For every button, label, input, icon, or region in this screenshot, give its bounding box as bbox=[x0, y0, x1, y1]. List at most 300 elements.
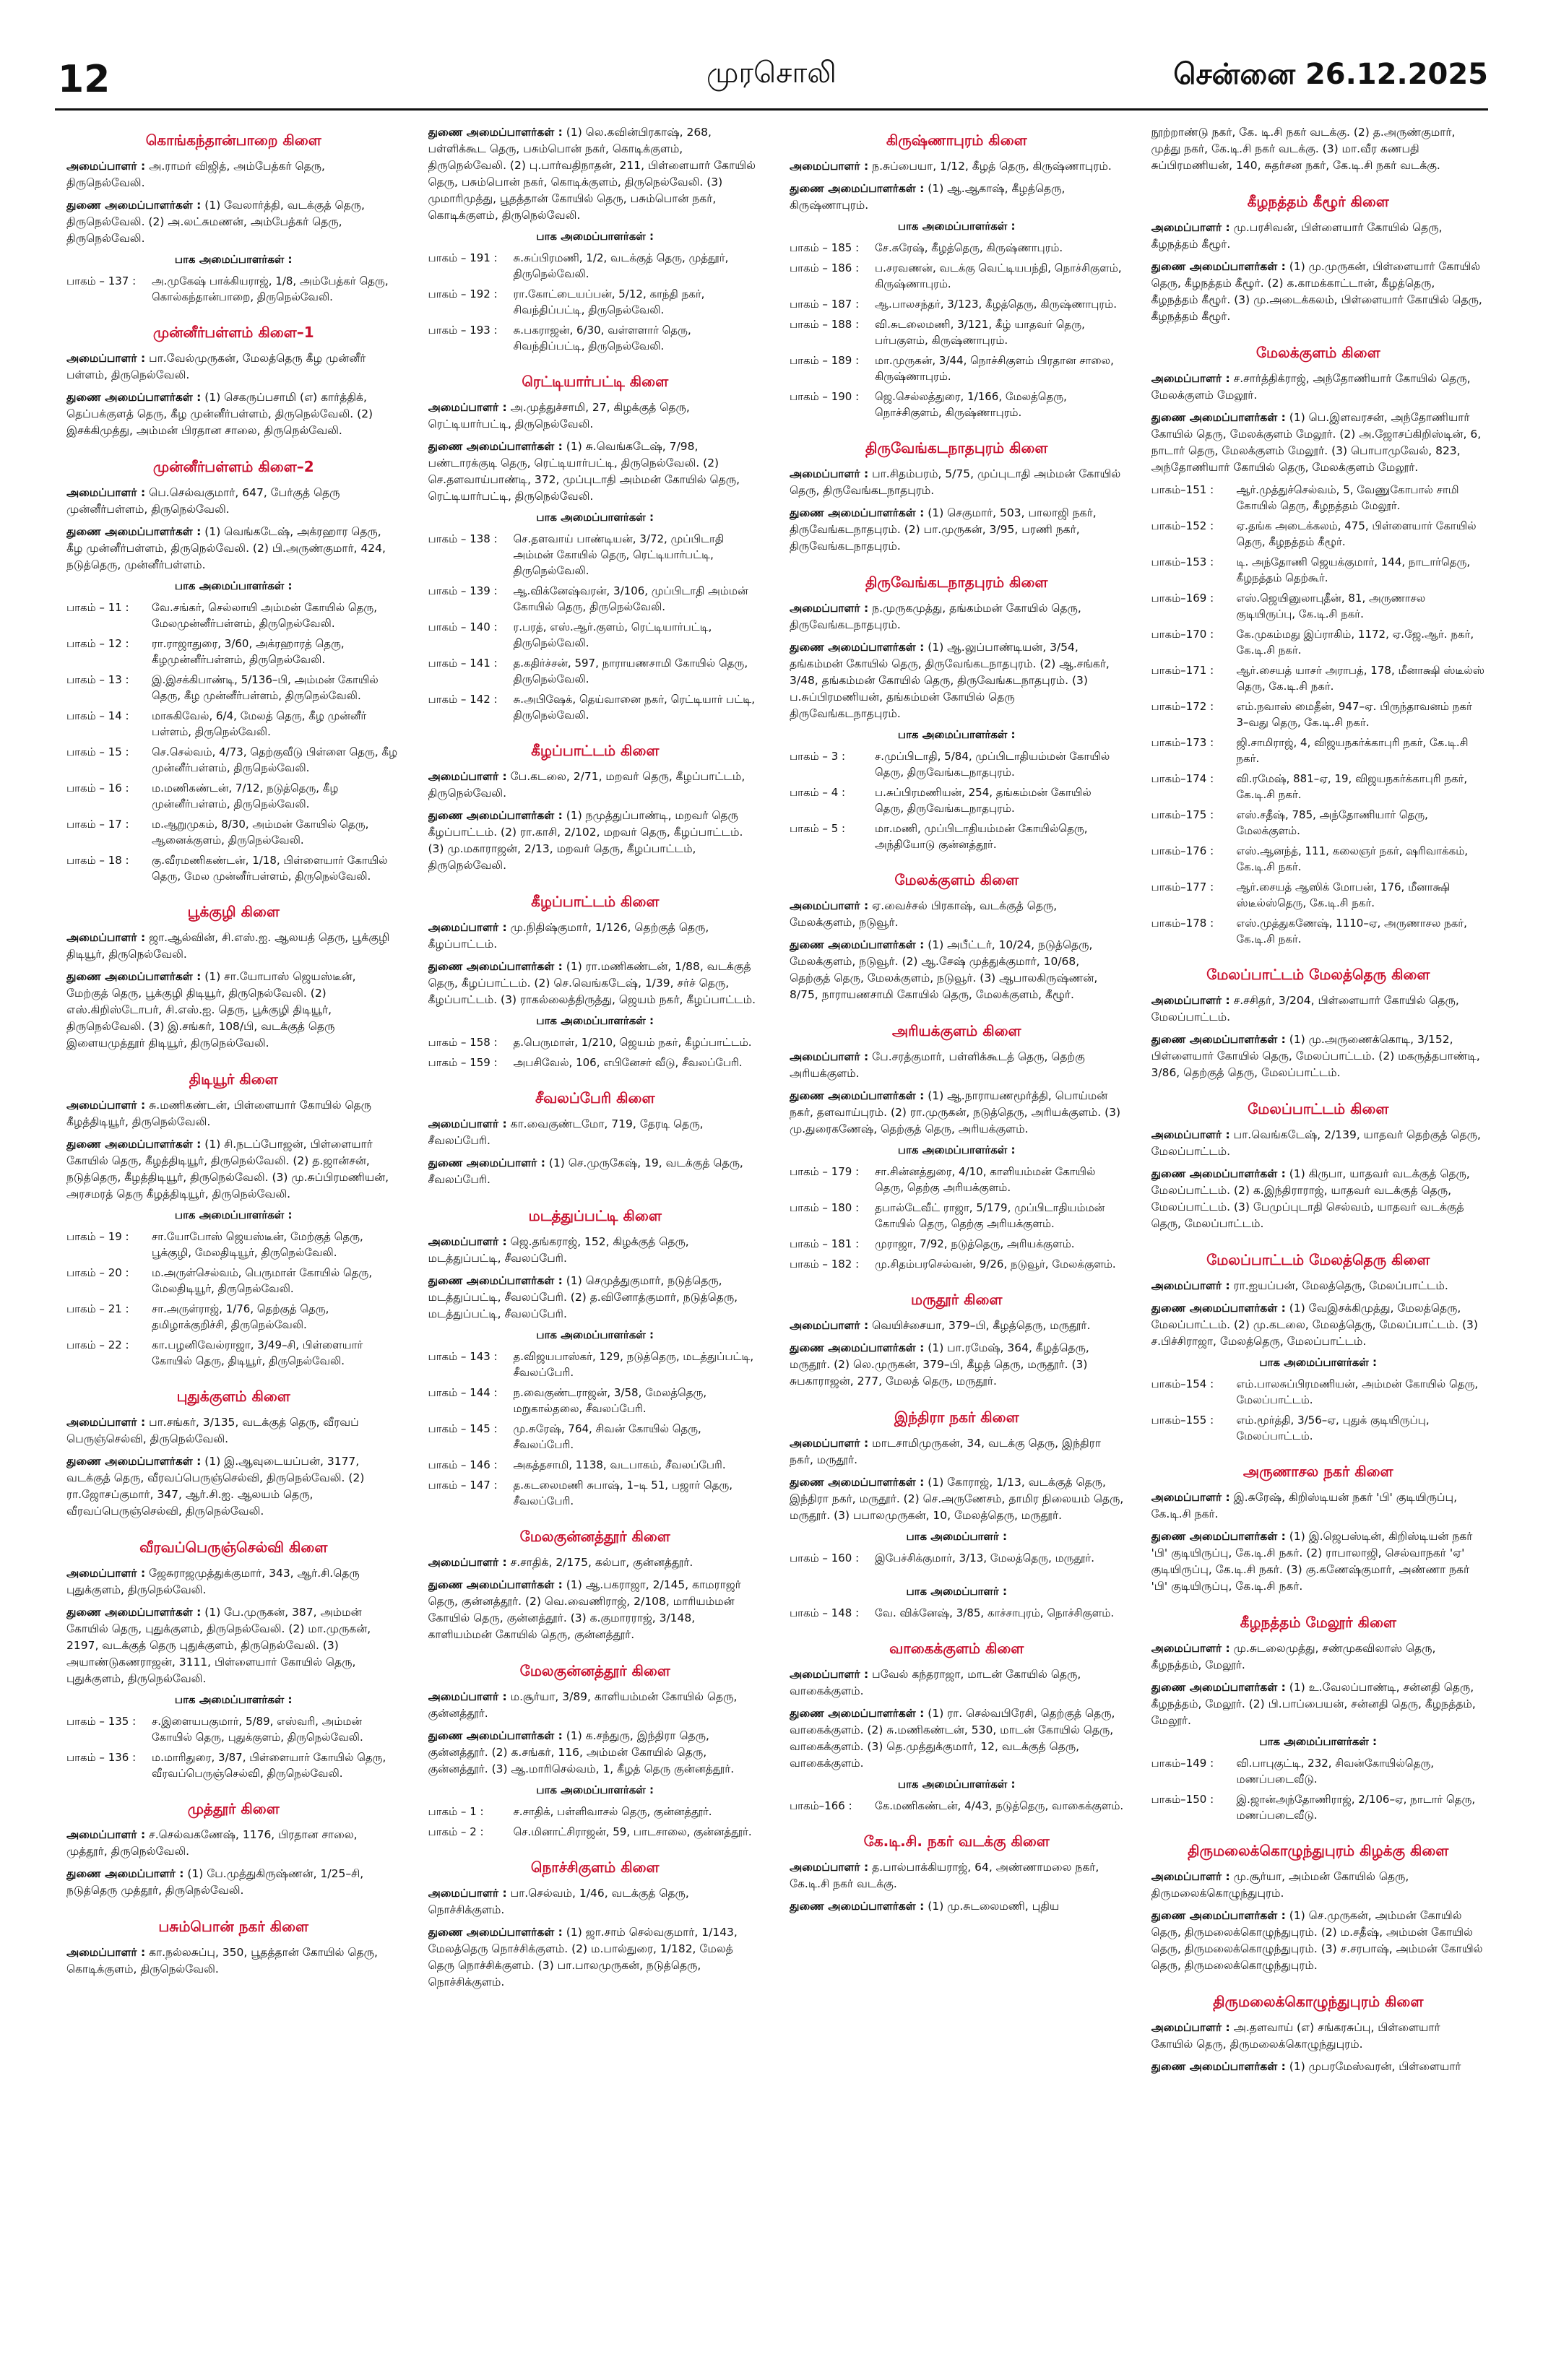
branch-section bbox=[1151, 193, 1486, 325]
booth-details: இ.இசக்கிபாண்டி, 5/136–பி, அம்மன் கோயில் தெரு, கீழ முன்னீர்பள்ளம், திருநெல்வேலி. bbox=[152, 673, 379, 702]
branch-title: புதுக்குளம் கிளை bbox=[176, 1388, 290, 1405]
sub-heading: பாக அமைப்பாளர்கள் : bbox=[174, 1693, 293, 1706]
booth-row bbox=[1151, 1376, 1486, 1408]
branch-section bbox=[428, 124, 763, 354]
booth-number: பாகம் – 21 : bbox=[66, 1302, 129, 1315]
booth-number: பாகம் – 18 : bbox=[66, 854, 129, 867]
role-label: துணை அமைப்பாளர்கள் : bbox=[428, 1578, 563, 1591]
role-label: அமைப்பாளர் : bbox=[66, 931, 146, 944]
booth-number: பாகம் – 147 : bbox=[428, 1479, 498, 1492]
member-details: பா.சங்கர், 3/135, வடக்குத் தெரு, வீரவப் பெருஞ்செல்வி, திருநெல்வேலி. bbox=[66, 1416, 359, 1445]
member-details: ச.சசிதர், 3/204, பிள்ளையார் கோயில் தெரு, மேலப்பாட்டம். bbox=[1151, 994, 1459, 1024]
office-bearer-line bbox=[66, 1827, 401, 1860]
office-bearer-line bbox=[790, 1898, 1124, 1915]
branch-section bbox=[1151, 1463, 1486, 1595]
booth-number: பாகம் – 191 : bbox=[428, 251, 498, 264]
booth-row bbox=[790, 352, 1124, 384]
booth-row bbox=[790, 1605, 1124, 1621]
booth-details: வே. விக்னேஷ், 3/85, காச்சாபுரம், நொச்சிகுளம். bbox=[875, 1606, 1115, 1619]
office-bearer-line bbox=[66, 389, 401, 439]
role-label: அமைப்பாளர் : bbox=[428, 1117, 507, 1130]
role-label: அமைப்பாளர் : bbox=[66, 1416, 146, 1429]
role-label: துணை அமைப்பாளர்கள் : bbox=[790, 1341, 925, 1354]
booth-row bbox=[428, 1824, 763, 1840]
branch-title: கிருஷ்ணாபுரம் கிளை bbox=[886, 131, 1027, 149]
booth-details: இ.ஜான்அந்தோணிராஜ், 2/106–ஏ, நாடார் தெரு, மணப்படைவீடு. bbox=[1236, 1793, 1476, 1822]
role-label: துணை அமைப்பாளர்கள் : bbox=[790, 182, 925, 195]
role-label: துணை அமைப்பாளர்கள் : bbox=[790, 1476, 925, 1489]
member-details: (1) செ.முருகேஷ், 19, வடக்குத் தெரு, சீவலப்பேரி. bbox=[428, 1156, 743, 1186]
booth-row bbox=[790, 821, 1124, 852]
booth-number: பாகம்–177 : bbox=[1151, 880, 1214, 893]
booth-number: பாகம் – 17 : bbox=[66, 818, 129, 831]
booth-row bbox=[790, 296, 1124, 312]
booth-details: ஜி.சாமிராஜ், 4, விஜயநகர்க்காபுரி நகர், கே.டி.சி நகர். bbox=[1236, 736, 1469, 765]
branch-title: கீழநத்தம் மேலூர் கிளை bbox=[1240, 1614, 1396, 1631]
branch-title: திருவேங்கடநாதபுரம் கிளை bbox=[865, 439, 1048, 456]
booth-details: கே.முகம்மது இப்ராகிம், 1172, ஏ.ஜே.ஆர். நகர், கே.டி.சி நகர். bbox=[1236, 628, 1474, 657]
sub-heading: பாக அமைப்பாளர்கள் : bbox=[174, 1208, 293, 1221]
booth-row bbox=[428, 1477, 763, 1509]
booth-number: பாகம் – 144 : bbox=[428, 1386, 498, 1399]
office-bearer-line bbox=[428, 1155, 763, 1188]
branch-title: மடத்துப்பட்டி கிளை bbox=[528, 1207, 662, 1224]
office-bearer-line bbox=[428, 808, 763, 874]
role-label: அமைப்பாளர் : bbox=[1151, 1279, 1230, 1292]
booth-number: பாகம் – 187 : bbox=[790, 298, 860, 311]
branch-section bbox=[790, 871, 1124, 1003]
branch-section bbox=[790, 1022, 1124, 1272]
branch-section bbox=[66, 131, 401, 305]
branch-section bbox=[428, 373, 763, 723]
branch-title: கே.டி.சி. நகர் வடக்கு கிளை bbox=[863, 1832, 1050, 1850]
branch-title: பூக்குழி கிளை bbox=[187, 903, 280, 920]
office-bearer-line bbox=[428, 769, 763, 802]
branch-title: வாகைக்குளம் கிளை bbox=[889, 1640, 1024, 1657]
booth-row bbox=[428, 286, 763, 318]
member-details: பா.சிதம்பரம், 5/75, முப்புடாதி அம்மன் கோயில் தெரு, திருவேங்கடநாதபுரம். bbox=[790, 467, 1121, 497]
sub-heading: பாக அமைப்பாளர்கள் : bbox=[536, 1783, 654, 1796]
article-columns bbox=[66, 124, 1485, 2337]
booth-number: பாகம் – 3 : bbox=[790, 750, 846, 763]
office-bearer-line bbox=[428, 438, 763, 505]
role-label: துணை அமைப்பாளர்கள் : bbox=[790, 1900, 925, 1913]
booth-details: ர.பரத், எஸ்.ஆர்.குளம், ரெட்டியார்பட்டி, திருநெல்வேலி. bbox=[513, 620, 712, 649]
branch-title: திருமலைக்கொழுந்துபுரம் கிளை bbox=[1213, 1993, 1424, 2010]
branch-section bbox=[790, 574, 1124, 852]
booth-details: சா.யோபோஸ் ஜெயஸ்டீன், மேற்குத் தெரு, பூக்குழி, மேலதிடியூர், திருநெல்வேலி. bbox=[152, 1230, 363, 1259]
booth-row bbox=[66, 636, 401, 667]
role-label: துணை அமைப்பாளர்கள் : bbox=[1151, 260, 1286, 273]
member-details: ச.செல்வகணேஷ், 1176, பிரதான சாலை, முத்தூர், திருநெல்வேலி. bbox=[66, 1828, 358, 1858]
member-details: அ.முத்துச்சாமி, 27, கிழக்குத் தெரு, ரெட்டியார்பட்டி, திருநெல்வேலி. bbox=[428, 401, 690, 430]
member-details: (1) பெ.இளவரசன், அந்தோணியார் கோயில் தெரு, மேலக்குளம் மேலூர். (2) அ.ஜோசப்கிறிஸ்டின், 6, நாடார் தெரு, மேலக்குளம் மேலூர். (3) பொபாமுவேல், 823, அந்தோணியார் கோயில் தெரு, மேலக்குளம் மேலூர். bbox=[1151, 411, 1482, 474]
member-details: பே.சரத்குமார், பள்ளிக்கூடத் தெரு, தெற்கு அரியக்குளம். bbox=[790, 1050, 1085, 1080]
booth-row bbox=[1151, 915, 1486, 947]
masthead bbox=[55, 51, 1488, 116]
booth-row bbox=[428, 1385, 763, 1416]
booth-number: பாகம் – 136 : bbox=[66, 1751, 137, 1764]
booth-row bbox=[66, 744, 401, 776]
role-label: துணை அமைப்பாளர்கள் : bbox=[428, 809, 563, 822]
branch-section bbox=[1151, 1614, 1486, 1823]
sub-heading: பாக அமைப்பாளர்கள் : bbox=[897, 220, 1016, 233]
booth-number: பாகம் – 4 : bbox=[790, 786, 846, 799]
office-bearer-line bbox=[428, 1924, 763, 1991]
branch-title: பசும்பொன் நகர் கிளை bbox=[158, 1918, 309, 1935]
office-bearer-line bbox=[1151, 124, 1486, 174]
office-bearer-line bbox=[428, 1234, 763, 1267]
booth-number: பாகம்–171 : bbox=[1151, 664, 1214, 677]
booth-details: ஏ.தங்க அடைக்கலம், 475, பிள்ளையார் கோயில் தெரு, கீழநத்தம் கீழூர். bbox=[1236, 519, 1477, 548]
dateline: சென்னை 26.12.2025 bbox=[1173, 58, 1488, 91]
office-bearer-line bbox=[428, 1273, 763, 1323]
booth-number: பாகம் – 188 : bbox=[790, 318, 860, 331]
booth-row bbox=[1151, 482, 1486, 514]
member-details: மு.நிதிஷ்குமார், 1/126, தெற்குத் தெரு, கீழப்பாட்டம். bbox=[428, 921, 709, 951]
booth-details: எம்.நவாஸ் மைதீன், 947–ஏ. பிருந்தாவனம் நகர் 3–வது தெரு, கே.டி.சி நகர். bbox=[1236, 700, 1472, 729]
role-label: அமைப்பாளர் : bbox=[790, 467, 869, 480]
branch-section bbox=[66, 324, 401, 439]
role-label: அமைப்பாளர் : bbox=[66, 160, 146, 173]
booth-details: ரா.ராஜாதுரை, 3/60, அக்ரஹாரத் தெரு, கீழமுன்னீர்பள்ளம், திருநெல்வேலி. bbox=[152, 637, 345, 666]
member-details: (1) முபரமேஸ்வரன், பிள்ளையார் bbox=[1289, 2060, 1461, 2073]
role-label: துணை அமைப்பாளர்கள் : bbox=[1151, 2060, 1286, 2073]
booth-number: பாகம் – 143 : bbox=[428, 1350, 498, 1363]
branch-section bbox=[428, 1662, 763, 1840]
role-label: அமைப்பாளர் : bbox=[1151, 372, 1230, 385]
booth-row bbox=[66, 672, 401, 704]
office-bearer-line bbox=[1151, 1031, 1486, 1081]
booth-row bbox=[790, 240, 1124, 256]
booth-details: ரா.கோட்டையப்பன், 5/12, காந்தி நகர், சிவந்திப்பட்டி, திருநெல்வேலி. bbox=[513, 287, 705, 316]
booth-details: த.கடலைமணி சுபாஷ், 1–டி 51, பஜார் தெரு, சீவலப்பேரி. bbox=[513, 1479, 733, 1507]
member-details: (1) வேஇசக்கிமுத்து, மேலத்தெரு, மேலப்பாட்டம். (2) மு.கடலை, மேலத்தெரு, மேலப்பாட்டம். (3) ச.பிச்சிராஜா, மேலத்தெரு, மேலப்பாட்டம். bbox=[1151, 1302, 1478, 1348]
booth-number: பாகம்–173 : bbox=[1151, 736, 1214, 749]
member-details: ம.சூர்யா, 3/89, காளியம்மன் கோயில் தெரு, குன்னத்தூர். bbox=[428, 1690, 738, 1720]
branch-section bbox=[428, 1207, 763, 1509]
branch-title: மேலகுன்னத்தூர் கிளை bbox=[519, 1662, 670, 1679]
office-bearer-line bbox=[66, 1565, 401, 1598]
role-label: அமைப்பாளர் : bbox=[790, 1050, 869, 1063]
booth-number: பாகம் – 189 : bbox=[790, 354, 860, 367]
office-bearer-line bbox=[66, 197, 401, 247]
booth-row bbox=[790, 260, 1124, 292]
member-details: பே.கடலை, 2/71, மறவர் தெரு, கீழப்பாட்டம், திருநெல்வேலி. bbox=[428, 770, 745, 800]
booth-details: ஆ.பாலசந்தர், 3/123, கீழத்தெரு, கிருஷ்ணாபுரம். bbox=[875, 298, 1117, 311]
member-details: இ.சுரேஷ், கிறிஸ்டியன் நகர் 'பி' குடியிருப்பு, கே.டி.சி நகர். bbox=[1151, 1491, 1458, 1520]
branch-title: கீழப்பாட்டம் கிளை bbox=[531, 742, 660, 759]
member-details: (1) சு.வெங்கடேஷ், 7/98, பண்டாரக்குடி தெரு, ரெட்டியார்பட்டி, திருநெல்வேலி. (2) செ.தளவாய்பாண்டி, 372, முப்புடாதி அம்மன் கோயில் தெரு, ரெட்டியார்பட்டி, திருநெல்வேலி. bbox=[428, 440, 740, 503]
role-label: துணை அமைப்பாளர்கள் : bbox=[428, 1926, 563, 1939]
member-details: ந.முருகமுத்து, தங்கம்மன் கோயில் தெரு, திருவேங்கடநாதபுரம். bbox=[790, 602, 1081, 631]
branch-title: முத்தூர் கிளை bbox=[187, 1800, 280, 1817]
role-label: அமைப்பாளர் : bbox=[790, 602, 869, 615]
booth-row bbox=[428, 619, 763, 651]
role-label: அமைப்பாளர் : bbox=[428, 1887, 507, 1900]
role-label: அமைப்பாளர் : bbox=[428, 1690, 507, 1703]
booth-row bbox=[428, 1421, 763, 1453]
office-bearer-line bbox=[790, 1317, 1124, 1334]
booth-details: ஆர்.முத்துச்செல்வம், 5, வேணுகோபால் சாமி கோயில் தெரு, கீழநத்தம் மேலூர். bbox=[1236, 483, 1459, 512]
member-details: (1) ஆ.நாராயணமூர்த்தி, பொய்மன் நகர், தளவாய்புரம். (2) ரா.முருகன், நடுத்தெரு, அரியக்குளம். (3) மு.துரைகணேஷ், தெற்குத் தெரு, அரியக்குளம். bbox=[790, 1089, 1121, 1135]
office-bearer-line bbox=[1151, 1869, 1486, 1902]
office-bearer-line bbox=[428, 959, 763, 1008]
role-label: துணை அமைப்பாளர்கள் : bbox=[790, 938, 925, 951]
booth-number: பாகம் – 11 : bbox=[66, 601, 129, 614]
booth-details: த.பெருமாள், 1/210, ஜெயம் நகர், கீழப்பாட்டம். bbox=[513, 1036, 752, 1049]
booth-number: பாகம்–155 : bbox=[1151, 1414, 1214, 1427]
booth-details: ம.அருள்செல்வம், பெருமாள் கோயில் தெரு, மேலதிடியூர், திருநெல்வேலி. bbox=[152, 1266, 373, 1295]
branch-section bbox=[428, 893, 763, 1070]
sub-heading: பாக அமைப்பாளர்கள் : bbox=[897, 1778, 1016, 1791]
booth-row bbox=[428, 322, 763, 354]
office-bearer-line bbox=[428, 124, 763, 224]
branch-section bbox=[1151, 1842, 1486, 1974]
branch-title: மேலப்பாட்டம் மேலத்தெரு கிளை bbox=[1206, 966, 1430, 983]
booth-row bbox=[1151, 807, 1486, 839]
office-bearer-line bbox=[428, 1554, 763, 1571]
role-label: அமைப்பாளர் : bbox=[428, 401, 507, 414]
booth-row bbox=[790, 748, 1124, 780]
booth-row bbox=[1151, 1412, 1486, 1444]
booth-details: ம.மணிகண்டன், 7/12, நடுத்தெரு, கீழ முன்னீர்பள்ளம், திருநெல்வேலி. bbox=[152, 782, 339, 810]
booth-details: ஆர்.சையத் யாசர் அராபத், 178, மீனாக்ஷி ஸ்டீல்ஸ் தெரு, கே.டி.சி நகர். bbox=[1236, 664, 1484, 693]
role-label: துணை அமைப்பாளர்கள் : bbox=[66, 1138, 202, 1151]
member-details: ஜா.ஆல்வின், சி.எஸ்.ஐ. ஆலயத் தெரு, பூக்குழி திடியூர், திருநெல்வேலி. bbox=[66, 931, 390, 961]
role-label: அமைப்பாளர் : bbox=[428, 770, 507, 783]
office-bearer-line bbox=[790, 466, 1124, 499]
booth-number: பாகம் – 16 : bbox=[66, 782, 129, 795]
booth-details: சா.அருள்ராஜ், 1/76, தெற்குத் தெரு, தமிழாக்குறிச்சி, திருநெல்வேலி. bbox=[152, 1302, 329, 1331]
branch-section bbox=[790, 1408, 1124, 1566]
office-bearer-line bbox=[790, 1049, 1124, 1082]
booth-number: பாகம் – 135 : bbox=[66, 1715, 137, 1728]
office-bearer-line bbox=[428, 1885, 763, 1918]
member-details: பவேல் கந்தராஜா, மாடன் கோயில் தெரு, வாகைக்குளம். bbox=[790, 1668, 1081, 1697]
branch-section bbox=[790, 1585, 1124, 1621]
booth-row bbox=[66, 852, 401, 884]
booth-number: பாகம் – 139 : bbox=[428, 584, 498, 597]
booth-number: பாகம்–172 : bbox=[1151, 700, 1214, 713]
booth-details: கே.மணிகண்டன், 4/43, நடுத்தெரு, வாகைக்குளம். bbox=[875, 1799, 1124, 1812]
sub-heading: பாக அமைப்பாளர்கள் : bbox=[174, 253, 293, 266]
booth-details: மாசுகிவேல், 6/4, மேலத் தெரு, கீழ முன்னீர் பள்ளம், திருநெல்வேலி. bbox=[152, 709, 367, 738]
sub-heading: பாக அமைப்பாளர்கள் : bbox=[536, 1328, 654, 1341]
booth-number: பாகம் – 5 : bbox=[790, 822, 846, 835]
member-details: (1) செ.முருகன், அம்மன் கோயில் தெரு, திருமலைக்கொழுந்துபுரம். (2) ம.சதீஷ், அம்மன் கோயில் தெரு, திருமலைக்கொழுந்துபுரம். (3) ச.சரபாஷ், அம்மன் கோயில் தெரு, திருமலைக்கொழுந்துபுரம். bbox=[1151, 1909, 1483, 1972]
booth-details: செ.தளவாய் பாண்டியன், 3/72, முப்பிடாதி அம்மன் கோயில் தெரு, ரெட்டியார்பட்டி, திருநெல்வேலி. bbox=[513, 532, 725, 577]
booth-details: ம.மாரிதுரை, 3/87, பிள்ளையார் கோயில் தெரு, வீரவப்பெருஞ்செல்வி, திருநெல்வேலி. bbox=[152, 1751, 386, 1780]
role-label: அமைப்பாளர் : bbox=[66, 486, 146, 499]
booth-number: பாகம் – 179 : bbox=[790, 1165, 860, 1178]
branch-section bbox=[1151, 1993, 1486, 2075]
office-bearer-line bbox=[428, 1689, 763, 1722]
office-bearer-line bbox=[790, 937, 1124, 1003]
role-label: துணை அமைப்பாளர்கள் : bbox=[1151, 411, 1286, 424]
role-label: துணை அமைப்பாளர்கள் : bbox=[1151, 1681, 1286, 1694]
booth-number: பாகம் – 146 : bbox=[428, 1458, 498, 1471]
booth-details: இபேச்சிக்குமார், 3/13, மேலத்தெரு, மருதூர். bbox=[875, 1552, 1094, 1565]
member-details: ச.சாதிக், 2/175, கல்பா, குன்னத்தூர். bbox=[510, 1556, 693, 1569]
booth-number: பாகம் – 138 : bbox=[428, 532, 498, 545]
booth-details: வி.பாபுகுட்டி, 232, சிவன்கோயில்தெரு, மணப்படைவீடு. bbox=[1236, 1757, 1435, 1786]
booth-details: ஆர்.சையத் ஆஸிக் மோபன், 176, மீனாக்ஷி ஸ்டீல்ஸ்தெரு, கே.டி.சி நகர். bbox=[1236, 880, 1451, 909]
role-label: துணை அமைப்பாளர்கள் : bbox=[790, 1089, 925, 1102]
booth-number: பாகம் – 159 : bbox=[428, 1056, 498, 1069]
booth-row bbox=[66, 1229, 401, 1260]
booth-row bbox=[790, 389, 1124, 420]
branch-section bbox=[66, 903, 401, 1052]
office-bearer-line bbox=[66, 485, 401, 518]
booth-number: பாகம் – 142 : bbox=[428, 693, 498, 706]
sub-heading: பாக அமைப்பாளர்கள் : bbox=[536, 1014, 654, 1027]
branch-section bbox=[1151, 124, 1486, 174]
sub-heading: பாக அமைப்பாளர்கள் : bbox=[536, 230, 654, 243]
sub-heading: பாக அமைப்பாளர்கள் : bbox=[174, 579, 293, 592]
booth-details: ப.சுப்பிரமணியன், 254, தங்கம்மன் கோயில் தெரு, திருவேங்கடநாதபுரம். bbox=[875, 786, 1092, 815]
branch-section bbox=[1151, 1251, 1486, 1444]
member-details: ந.சுப்பையா, 1/12, கீழத் தெரு, கிருஷ்ணாபுரம். bbox=[872, 160, 1112, 173]
role-label: அமைப்பாளர் : bbox=[1151, 1870, 1230, 1883]
office-bearer-line bbox=[1151, 1679, 1486, 1729]
member-details: (1) ரா. செல்வபிரேசி, தெற்குத் தெரு, வாகைக்குளம். (2) சு.மணிகண்டன், 530, மாடன் கோயில் தெரு, வாகைக்குளம். (3) தெ.முத்துக்குமார், 12, வடக்குத் தெரு, வாகைக்குளம். bbox=[790, 1707, 1115, 1770]
booth-details: ம.ஆறுமுகம், 8/30, அம்மன் கோயில் தெரு, ஆனைக்குளம், திருநெல்வேலி. bbox=[152, 818, 369, 847]
booth-details: ஜெ.செல்லத்துரை, 1/166, மேலத்தெரு, நொச்சிகுளம், கிருஷ்ணாபுரம். bbox=[875, 390, 1067, 419]
role-label: அமைப்பாளர் : bbox=[428, 921, 507, 934]
branch-title: கீழநத்தம் கீழூர் கிளை bbox=[1247, 193, 1389, 210]
booth-number: பாகம் – 158 : bbox=[428, 1036, 498, 1049]
booth-row bbox=[1151, 626, 1486, 658]
branch-title: அரியக்குளம் கிளை bbox=[891, 1022, 1021, 1039]
office-bearer-line bbox=[1151, 1166, 1486, 1232]
member-details: வெயிச்சையா, 379–பி, கீழத்தெரு, மருதூர். bbox=[872, 1319, 1091, 1332]
member-details: (1) மு.முருகன், பிள்ளையார் கோயில் தெரு, கீழநத்தம் கீழூர். (2) க.காமக்காட்டான், கீழத்தெரு, கீழநத்தம் கீழூர். (3) மு.அடைக்கலம், பிள்ளையார் கோயில் தெரு, கீழநத்தம் கீழூர். bbox=[1151, 260, 1482, 323]
booth-row bbox=[66, 816, 401, 848]
member-details: (1) லெ.கவின்பிரகாஷ், 268, பள்ளிக்கூட தெரு, பசும்பொன் நகர், கொடிக்குளம், திருநெல்வேலி. (2) பு.பார்வதிநாதன், 211, பிள்ளையார் கோயில் தெரு, பசும்பொன் நகர், கொடிக்குளம், திருநெல்வேலி. (3) முமாரிமுத்து, பூதத்தான் கோயில் தெரு, பசும்பொன் நகர், கொடிக்குளம், திருநெல்வேலி. bbox=[428, 126, 756, 222]
branch-section bbox=[1151, 966, 1486, 1081]
role-label: அமைப்பாளர் : bbox=[1151, 994, 1230, 1007]
booth-details: த.கதிர்ச்சன், 597, நாராயணசாமி கோயில் தெரு, திருநெல்வேலி. bbox=[513, 657, 748, 685]
booth-number: பாகம்–151 : bbox=[1151, 483, 1214, 496]
role-label: துணை அமைப்பாளர்கள் : bbox=[790, 506, 925, 519]
role-label: அமைப்பாளர் : bbox=[790, 899, 869, 912]
role-label: அமைப்பாளர் : bbox=[66, 1567, 146, 1580]
booth-row bbox=[66, 1337, 401, 1369]
role-label: அமைப்பாளர் : bbox=[66, 1099, 146, 1112]
booth-row bbox=[428, 531, 763, 579]
member-details: (1) பா.ரமேஷ், 364, கீழத்தெரு, மருதூர். (2) லெ.முருகன், 379–பி, கீழத் தெரு, மருதூர். (3) சுபகாராஜன், 277, மேலத் தெரு, மருதூர். bbox=[790, 1341, 1089, 1388]
branch-section bbox=[428, 1089, 763, 1188]
booth-row bbox=[1151, 771, 1486, 802]
office-bearer-line bbox=[1151, 220, 1486, 253]
role-label: துணை அமைப்பாளர் : bbox=[428, 1156, 545, 1169]
member-details: ஜெ.தங்கராஜ், 152, கிழக்குத் தெரு, மடத்துப்பட்டி, சீவலப்பேரி. bbox=[428, 1235, 689, 1265]
branch-section bbox=[428, 742, 763, 874]
office-bearer-line bbox=[790, 639, 1124, 722]
role-label: அமைப்பாளர் : bbox=[1151, 1491, 1230, 1504]
booth-details: ச.சாதிக், பள்ளிவாசல் தெரு, குன்னத்தூர். bbox=[513, 1805, 712, 1818]
member-details: (1) சி.நடப்போஜன், பிள்ளையார் கோயில் தெரு, கீழத்திடியூர், திருநெல்வேலி. (2) த.ஜான்சன், நடுத்தெரு, கீழத்திடியூர், திருநெல்வேலி. (3) மு.சுப்பிரமணியன், அரசமரத் தெரு கீழத்திடியூர், திருநெல்வேலி. bbox=[66, 1138, 389, 1200]
role-label: அமைப்பாளர் : bbox=[790, 1437, 869, 1450]
role-label: துணை அமைப்பாளர்கள் : bbox=[66, 199, 202, 212]
booth-details: மா.முருகன், 3/44, நொச்சிகுளம் பிரதான சாலை, கிருஷ்ணாபுரம். bbox=[875, 354, 1114, 383]
office-bearer-line bbox=[428, 919, 763, 953]
role-label: அமைப்பாளர் : bbox=[790, 1861, 869, 1874]
booth-details: எஸ்.ஆனந்த், 111, கலைஞர் நகர், ஷரிவாக்கம், கே.டி.சி நகர். bbox=[1236, 844, 1469, 873]
branch-section bbox=[428, 1528, 763, 1643]
booth-row bbox=[1151, 662, 1486, 694]
booth-details: அ.முகேஷ் பாக்கியராஜ், 1/8, அம்பேத்கர் தெரு, கொல்கந்தான்பாறை, திருநெல்வேலி. bbox=[152, 274, 389, 303]
booth-details: சா.சின்னத்துரை, 4/10, காளியம்மன் கோயில் தெரு, தெற்கு அரியக்குளம். bbox=[875, 1165, 1096, 1194]
branch-title: இந்திரா நகர் கிளை bbox=[894, 1408, 1019, 1426]
branch-title: முன்னீர்பள்ளம் கிளை–1 bbox=[152, 324, 314, 341]
booth-row bbox=[66, 273, 401, 305]
booth-number: பாகம் – 193 : bbox=[428, 324, 498, 337]
branch-section bbox=[428, 1858, 763, 1991]
booth-number: பாகம் – 19 : bbox=[66, 1230, 129, 1243]
role-label: துணை அமைப்பாளர்கள் : bbox=[790, 641, 925, 654]
booth-details: ஆ.விக்னேஷ்வரன், 3/106, முப்பிடாதி அம்மன் கோயில் தெரு, திருநெல்வேலி. bbox=[513, 584, 748, 613]
booth-number: பாகம் – 22 : bbox=[66, 1338, 129, 1351]
member-details: (1) ஆ.லுப்பாண்டியன், 3/54, தங்கம்மன் கோயில் தெரு, திருவேங்கடநாதபுரம். (2) ஆ.சங்கர், 3/48, தங்கம்மன் கோயில் தெரு, திருவேங்கடநாதபுரம். (3) ப.சுப்பிரமணியன், தங்கம்மன் கோயில் தெரு திருவேங்கடநாதபுரம். bbox=[790, 641, 1110, 720]
office-bearer-line bbox=[1151, 259, 1486, 325]
branch-title: மேலப்பாட்டம் கிளை bbox=[1248, 1100, 1389, 1117]
office-bearer-line bbox=[790, 898, 1124, 931]
booth-row bbox=[1151, 1755, 1486, 1787]
office-bearer-line bbox=[1151, 1127, 1486, 1160]
member-details: மு.சூர்யா, அம்மன் கோயில் தெரு, திருமலைக்கொழுந்துபுரம். bbox=[1151, 1870, 1409, 1900]
member-details: பா.வேல்முருகன், மேலத்தெரு கீழ முன்னீர் பள்ளம், திருநெல்வேலி. bbox=[66, 352, 366, 381]
booth-number: பாகம் – 182 : bbox=[790, 1258, 860, 1271]
booth-number: பாகம்–178 : bbox=[1151, 917, 1214, 930]
booth-row bbox=[428, 1349, 763, 1380]
booth-details: அகத்தசாமி, 1138, வடபாகம், சீவலப்பேரி. bbox=[513, 1458, 726, 1471]
booth-number: பாகம் – 145 : bbox=[428, 1422, 498, 1435]
booth-row bbox=[790, 1236, 1124, 1252]
branch-title: திருமலைக்கொழுந்துபுரம் கிழக்கு கிளை bbox=[1188, 1842, 1449, 1859]
branch-title: ரெட்டியார்பட்டி கிளை bbox=[522, 373, 669, 390]
branch-section bbox=[790, 439, 1124, 555]
sub-heading: பாக அமைப்பாளர் : bbox=[906, 1530, 1007, 1543]
role-label: அமைப்பாளர் : bbox=[1151, 1128, 1230, 1141]
member-details: மு.சுடலைமுத்து, சண்முகவிலாஸ் தெரு, கீழநத்தம், மேலூர். bbox=[1151, 1642, 1436, 1671]
booth-details: சு.பகராஜன், 6/30, வள்ளளார் தெரு, சிவந்திப்பட்டி, திருநெல்வேலி. bbox=[513, 324, 691, 352]
role-label: துணை அமைப்பாளர்கள் : bbox=[1151, 1167, 1286, 1180]
booth-details: மா.மணி, முப்பிடாதியம்மன் கோயில்தெரு, அந்தியோடு குன்னத்தூர். bbox=[875, 822, 1088, 851]
booth-details: வி.சுடலைமணி, 3/121, கீழ் யாதவர் தெரு, பர்பகுளம், கிருஷ்ணாபுரம். bbox=[875, 318, 1085, 347]
column-2 bbox=[428, 124, 763, 2337]
branch-section bbox=[66, 1070, 401, 1369]
member-details: (1) ரா.மணிகண்டன், 1/88, வடக்குத் தெரு, கீழப்பாட்டம். (2) செ.வெங்கடேஷ், 1/39, சர்ச் தெரு, கீழப்பாட்டம். (3) ராகல்லைத்திருத்து, ஜெயம் நகர், கீழப்பாட்டம். bbox=[428, 960, 756, 1006]
booth-number: பாகம் – 148 : bbox=[790, 1606, 860, 1619]
office-bearer-line bbox=[1151, 371, 1486, 404]
branch-title: சீவலப்பேரி கிளை bbox=[535, 1089, 655, 1107]
office-bearer-line bbox=[428, 1577, 763, 1643]
office-bearer-line bbox=[790, 600, 1124, 633]
role-label: துணை அமைப்பாளர்கள் : bbox=[428, 1274, 563, 1287]
member-details: கா.வைகுண்டமோ, 719, தேரடி தெரு, சீவலப்பேரி. bbox=[428, 1117, 704, 1147]
booth-number: பாகம் – 1 : bbox=[428, 1805, 484, 1818]
sub-heading: பாக அமைப்பாளர்கள் : bbox=[1259, 1356, 1378, 1369]
office-bearer-line bbox=[790, 1435, 1124, 1468]
branch-title: திடியூர் கிளை bbox=[189, 1070, 278, 1088]
member-details: ரா.ஐயப்பன், மேலத்தெரு, மேலப்பாட்டம். bbox=[1233, 1279, 1448, 1292]
role-label: துணை அமைப்பாளர்கள் : bbox=[428, 1729, 563, 1742]
booth-number: பாகம் – 190 : bbox=[790, 390, 860, 403]
page-number: 12 bbox=[58, 58, 111, 101]
role-label: துணை அமைப்பாளர்கள் : bbox=[428, 960, 563, 973]
